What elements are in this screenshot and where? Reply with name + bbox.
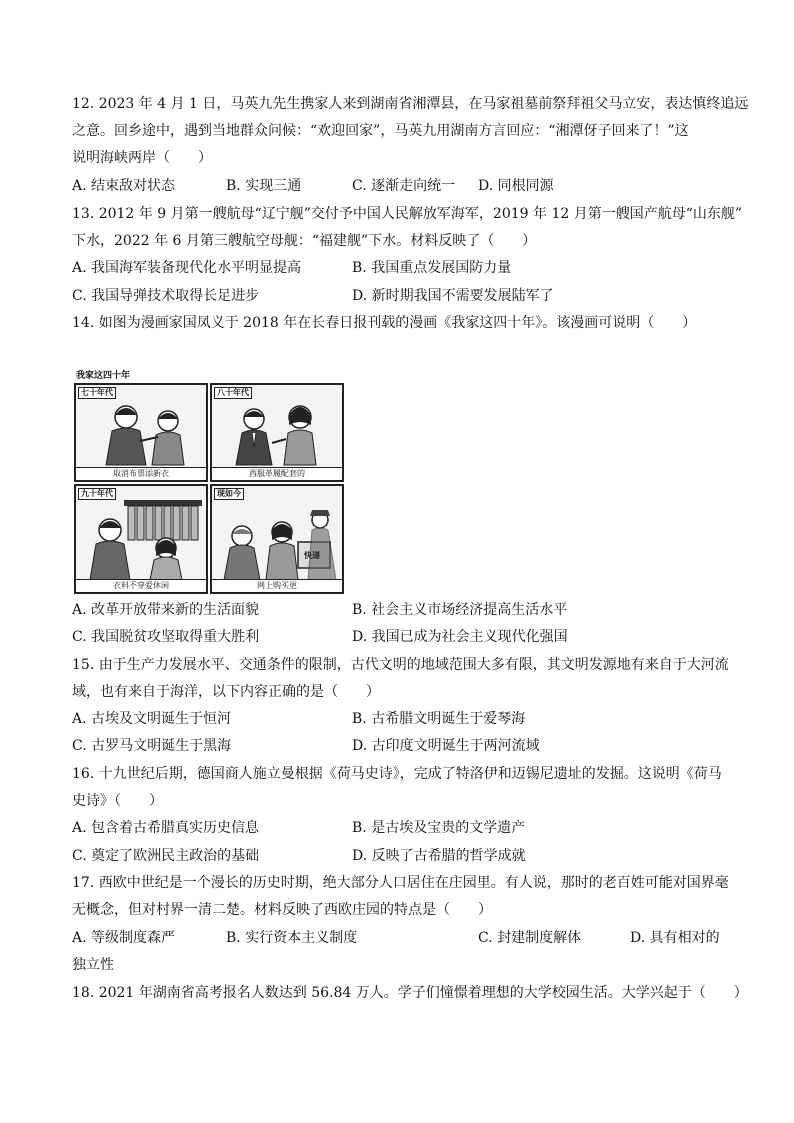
panel-caption-70s: 取消布票添新衣 [76, 467, 206, 480]
q14-option-d[interactable]: D. 我国已成为社会主义现代化强国 [352, 629, 568, 645]
q17-option-c[interactable]: C. 封建制度解体 [478, 930, 582, 946]
panel-label-80s: 八十年代 [214, 387, 252, 399]
q15-option-b[interactable]: B. 古希腊文明诞生于爱琴海 [352, 711, 526, 727]
q15-line-1: 15. 由于生产力发展水平、交通条件的限制，古代文明的地域范围大多有限，其文明发源地有来自于大河流 [72, 657, 729, 673]
panel-label-70s: 七十年代 [78, 387, 116, 399]
q13-option-b[interactable]: B. 我国重点发展国防力量 [352, 260, 512, 276]
q12-line-1: 12. 2023 年 4 月 1 日，马英九先生携家人来到湖南省湘潭县，在马家祖墓前祭拜祖父马立安，表达慎终追远 [72, 96, 749, 112]
q16-option-a[interactable]: A. 包含着古希腊真实历史信息 [72, 820, 260, 836]
q17-option-d[interactable]: D. 具有相对的 [630, 930, 720, 946]
q12-option-a[interactable]: A. 结束敌对状态 [72, 178, 176, 194]
q15-option-d[interactable]: D. 古印度文明诞生于两河流域 [352, 738, 540, 754]
q12-option-b[interactable]: B. 实现三通 [226, 178, 302, 194]
panel-caption-80s: 西服革履配套的 [212, 467, 342, 480]
q17-option-b[interactable]: B. 实行资本主义制度 [226, 930, 358, 946]
q13-line-2: 下水，2022 年 6 月第三艘航空母舰：“福建舰”下水。材料反映了（ ） [72, 233, 537, 249]
q15-option-c[interactable]: C. 古罗马文明诞生于黑海 [72, 738, 232, 754]
q13-line-1: 13. 2012 年 9 月第一艘航母“辽宁舰”交付予中国人民解放军海军，2019 年 12 月第一艘国产航母“山东舰” [72, 206, 743, 222]
q16-option-c[interactable]: C. 奠定了欧洲民主政治的基础 [72, 848, 260, 864]
panel-label-now: 现如今 [214, 488, 244, 500]
q12-line-3: 说明海峡两岸（ ） [72, 150, 212, 166]
q17-line-2: 无概念，但对村界一清二楚。材料反映了西欧庄园的特点是（ ） [72, 902, 492, 918]
q13-option-d[interactable]: D. 新时期我国不需要发展陆军了 [352, 288, 554, 304]
q14-option-a[interactable]: A. 改革开放带来新的生活面貌 [72, 602, 260, 618]
q12-option-c[interactable]: C. 逐渐走向统一 [352, 178, 456, 194]
q17-option-a[interactable]: A. 等级制度森严 [72, 930, 176, 946]
panel-caption-90s: 衣料不穿爱休闲 [76, 579, 206, 592]
comic-illustration-80s [212, 385, 342, 480]
q14-option-c[interactable]: C. 我国脱贫攻坚取得重大胜利 [72, 629, 260, 645]
comic-illustration-90s [76, 486, 206, 592]
parcel-box-label: 快递 [304, 551, 320, 560]
q15-line-2: 域，也有来自于海洋，以下内容正确的是（ ） [72, 684, 380, 700]
comic-illustration-now [212, 486, 342, 592]
q13-option-a[interactable]: A. 我国海军装备现代化水平明显提高 [72, 260, 302, 276]
q13-option-c[interactable]: C. 我国导弹技术取得长足进步 [72, 288, 260, 304]
q14-option-b[interactable]: B. 社会主义市场经济提高生活水平 [352, 602, 568, 618]
q16-option-b[interactable]: B. 是古埃及宝贵的文学遗产 [352, 820, 526, 836]
panel-caption-now: 网上购买更 [212, 579, 342, 592]
comic-four-decades [72, 368, 344, 594]
q18-line-1: 18. 2021 年湖南省高考报名人数达到 56.84 万人。学子们憧憬着理想的大学校园生活。大学兴起于（ ） [72, 985, 748, 1001]
comic-panel-70s [74, 383, 208, 482]
q17-line-1: 17. 西欧中世纪是一个漫长的历史时期，绝大部分人口居住在庄园里。有人说，那时的老百姓可能对国界毫 [72, 875, 729, 891]
q16-line-2: 史诗》（ ） [72, 793, 163, 809]
panel-label-90s: 九十年代 [78, 488, 116, 500]
q14-line-1: 14. 如图为漫画家国凤义于 2018 年在长春日报刊载的漫画《我家这四十年》。该漫画可说明（ ） [72, 315, 697, 331]
q15-option-a[interactable]: A. 古埃及文明诞生于恒河 [72, 711, 232, 727]
q16-option-d[interactable]: D. 反映了古希腊的哲学成就 [352, 848, 526, 864]
comic-illustration-70s [76, 385, 206, 480]
comic-panel-80s [210, 383, 344, 482]
q16-line-1: 16. 十九世纪后期，德国商人施立曼根据《荷马史诗》，完成了特洛伊和迈锡尼遗址的发掘。这说明《荷马 [72, 766, 722, 782]
q12-line-2: 之意。回乡途中，遇到当地群众问候：“欢迎回家”，马英九用湖南方言回应：“湘潭伢子回来了！”这 [72, 123, 689, 139]
q12-option-d[interactable]: D. 同根同源 [478, 178, 554, 194]
comic-title: 我家这四十年 [76, 371, 131, 381]
comic-panel-now [210, 484, 344, 594]
q17-option-d-continued: 独立性 [72, 957, 114, 973]
comic-panel-90s [74, 484, 208, 594]
